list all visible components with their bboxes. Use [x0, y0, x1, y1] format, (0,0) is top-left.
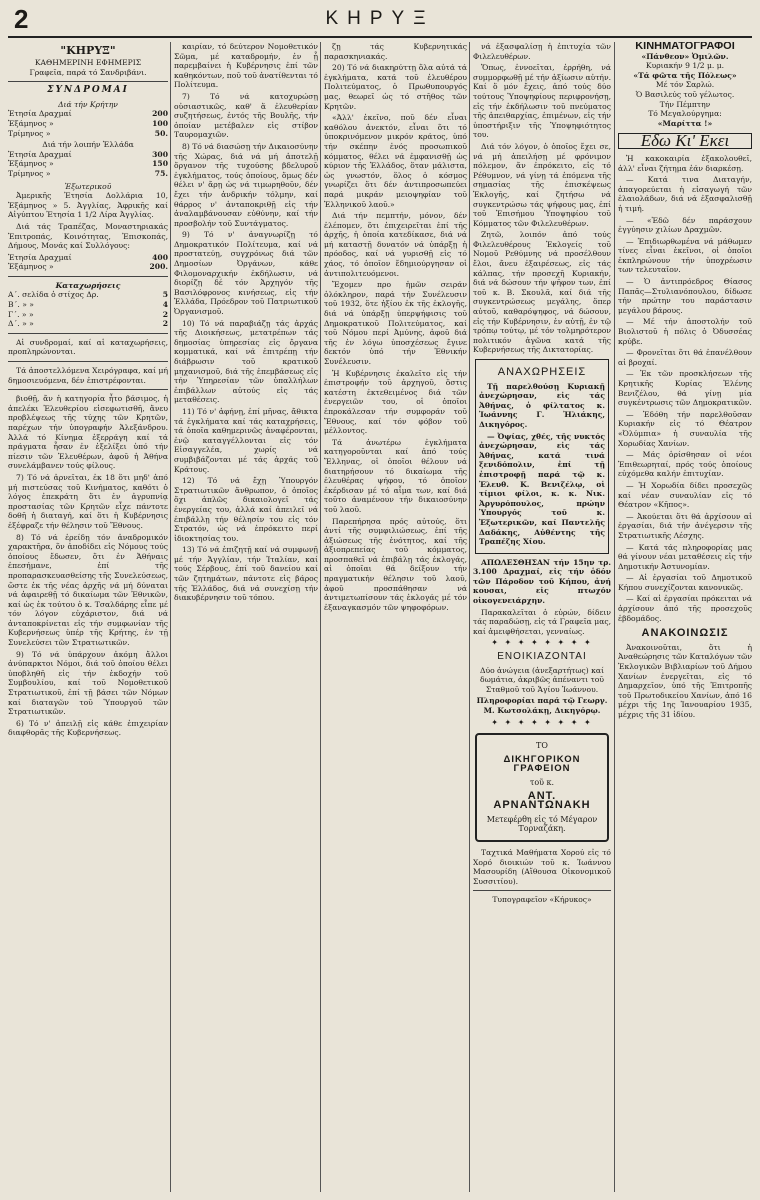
paragraph: 8) Τό νά ἐρείδῃ τόν ἀναδρομικόν χαρακτῆρα, ὅν ἀποδίδει εἰς Νόμους τούς ὁποίους ἔδωσεν, ὅτι ἐν Ἀθήναις ἐπεσήμανε, ἐπί τῆς προπαρασκευασθείσης τῆς Συνελεύσεως, ὥστε ἐκ τῆς νέας ἀρχῆς νά μή δύναται νά ἀφαιρεθῇ τό δικαίωμα τῶν Ἐθνικῶν, καί ὡς ἐκ τούτου ὁ κ. Τσαλδάρης εἶπε μέ τόν λόγον εὐχάριστον, διά νά ἀνταποκρίνεται εἰς τήν συμφωνίαν τῆς Κυβερνήσεως ὑπέρ τῆς Κρήτης, ἐν τῇ Συνελεύσει τῶν Στρατιωτικῶν.: [8, 532, 168, 648]
paragraph: — Κατά τινα Διαταγήν, ἀπαγορεύεται ἡ εἰσαγωγή τῶν ἑλαιολάδων, διά νά ἐξασφαλισθῇ ἡ τιμή.: [618, 175, 752, 213]
paper-subtitle: ΚΑΘΗΜΕΡΙΝΗ ΕΦΗΜΕΡΙΣ: [34, 58, 142, 67]
here-and-there-heading: Εδω Κι' Εκει: [618, 133, 752, 149]
rate-label: Ἑξάμηνος »: [8, 118, 54, 128]
rate-value: 400: [152, 252, 168, 262]
news-briefs: [618, 154, 752, 623]
divider: [8, 276, 168, 277]
paragraph: — Ἐκ τῶν προσκλήσεων τῆς Κρητικῆς Κυρίας Ἑλένης Βενιζέλου, θά γίνῃ μία συγκέντρωσις τῶν Δημοκρατικῶν.: [618, 369, 752, 408]
rent-heading: ΕΝΟΙΚΙΑΖΟΝΤΑΙ: [497, 651, 587, 663]
rate-row: [8, 129, 168, 139]
rate-label: Τρίμηνος »: [8, 168, 51, 178]
paragraph: 11) Τό ν' ἀφήνῃ, ἐπί μῆνας, ἄθικτα τά ἐγκλήματα καί τάς καταχρήσεις, τά ὁποῖα καθημερινῶς ἀναφέρονται, ἐνῷ καταγγέλλονται εἰς τόν Εἰσαγγελέα, χωρίς νά συμβιβάζονται μέ τάς ἀρχάς τοῦ Κράτους.: [174, 406, 318, 474]
rate-value: 75.: [154, 168, 168, 178]
divider: [473, 890, 611, 891]
column-4: [473, 42, 611, 1192]
paragraph: 12) Τό νά ἔχῃ Ὑπουργόν Στρατιωτικῶν ἄνθρωπον, ὁ ὁποῖος ὄχι ἁπλῶς δικαιολογεῖ τάς ἐνεργείας του, ἀλλά καί ἀπειλεῖ νά ἐπιβάλλῃ τήν θέλησίν του εἰς τόν Στρατόν, ὡς νά ἐπρόκειτο περί ἰδιοκτησίας του.: [174, 476, 318, 543]
paragraph: 7) Τό νά ἀρνεῖται, ἐκ 18 ὅτι μηδ' ἀπό μή πιστεύσας τοῦ Κινήματος, καθότι ὁ λόγος ἐπεκράτη ὅτι ἐν ἀγρυπνίᾳ προστασίας τῶν Κρητῶν εἶχε πάντοτε δοθῆ ἡ διαταγή, καί ὅτι ἡ Κυβέρνησις ἐξέφραζε τήν θέλησιν τοῦ Ἔθνους.: [8, 472, 168, 530]
paragraph: Ἔχομεν προ ἡμῶν σειράν ὁλόκληρον, παρά τήν Συνέλευσιν τοῦ 1932, ὅτε ἠξίου ἐκ τῆς ἐκλογῆς, διά νά ὑπάρξῃ ὑπερψήφισις τοῦ Δημοκρατικοῦ Πολιτεύματος, καί τοῦ Νόμου περί Ἀμύνης, ἀφοῦ διά τῆς ἐν λόγω ὑποσχέσεως ἔγινε δεκτόν ὑπό τήν Ἐθνικήν Συνέλευσιν.: [324, 280, 467, 366]
paragraph: — Ἐδόθη τήν παρελθοῦσαν Κυριακήν εἰς τό Θέατρον «Ὀλύμπια» ἡ συναυλία τῆς Χορωδίας Χανίων.: [618, 409, 752, 448]
ads-heading: Καταχωρήσεις: [55, 280, 121, 290]
paragraph: Ἡ Κυβέρνησις ἐκαλεῖτο εἰς τήν ἐπιστροφήν τοῦ ἀρχηγοῦ, ὅστις κατέστη ἐκτεθειμένος διά τῶν ἐνεργειῶν του, οἱ ὁποῖοι ἐπροκάλεσαν τήν συμφοράν τοῦ Ἔθνους, καί τόν φόβον τοῦ μέλλοντος.: [324, 368, 467, 436]
institutions-text: Διά τάς Τραπέζας, Μοναστηριακάς Ἐπιτροπάς, Κοινότητας, Ἐπισκοπάς, Δήμους, Μονάς καί Συλλόγους:: [8, 221, 168, 251]
article-body: [174, 42, 318, 603]
cinema-line: Τήν Πέμπτην: [659, 99, 711, 109]
paragraph: — Αἱ ἐργασίαι τοῦ Δημοτικοῦ Κήπου συνεχίζονται κανονικῶς.: [618, 573, 752, 592]
paragraph: 9) Τό νά ὑπάρχουν ἀκόμη ἄλλοι ἀνύπαρκτοι Νόμοι, διά τοῦ ὁποίου θέλει ὑποβληθῆ εἰς τήν ἐκδοχήν τοῦ Συμβουλίου, καί τοῦ Νομοθετικοῦ Στρατιωτικοῦ, ἐπί τῇ βάσει τῶν Νόμων καί διαταγῶν τοῦ Ὑπουργοῦ τῶν Στρατιωτικῶν.: [8, 649, 168, 717]
rates-table-crete: [8, 109, 168, 138]
paragraph: Ἡ κακοκαιρία ἐξακολουθεῖ, ἀλλ' εἶναι ζήτημα ἐάν διαρκέσῃ.: [618, 153, 752, 173]
cinema-line: «Μαρίττα !»: [657, 118, 713, 128]
page-number: 2: [14, 4, 29, 34]
rate-label: Γ΄. » »: [8, 309, 34, 319]
paragraph: 8) Τό νά διασώσῃ τήν Δικαιοσύνην τῆς Χώρας, διά νά μή ἀποτελῇ ὄργανον τῆς τυχούσης βδελυροῦ ἐγκλήματος, τούς ὁποίους, ὅμως δέν θέλει ν' ἄρῃ ὡς νά τιμωρηθοῦν, δέν ἔχει τήν ἀνδρικήν τόλμην, καί θάρρος ν' ἀνταποκριθῇ εἰς τήν ἀναλαμβάνουσαν εὐθύνην, καί τήν προσβολήν τοῦ Συντάγματος.: [174, 141, 318, 228]
rate-row: [8, 119, 168, 129]
paragraph: Παρεπήρησα πρός αὐτούς, ὅτι ἀντί τῆς συμφιλιώσεως, ἐπί τῆς ἀξιώσεως τῆς ἐνότητος, καί τῆς ἀξιοπρεπείας τοῦ κόμματος, προσπαθεῖ νά ἐπιβάλῃ τάς ἐκλογάς, αἱ ὁποῖαι θά δείξουν τήν πραγματικήν θέλησιν τοῦ λαοῦ, ἀφοῦ προσπάθησαν νά ἀντιμετωπίσουν τάς ἐκλογάς μέ τόν ἐξαναγκασμόν τῶν ψηφοφόρων.: [324, 516, 467, 612]
column-3: [324, 42, 467, 1192]
paper-title: "ΚΗΡΥΞ": [60, 44, 116, 57]
paragraph: — Κατά τάς πληροφορίας μας θά γίνουν νέαι μεταθέσεις εἰς τήν Δημοτικήν Ἀστυνομίαν.: [618, 542, 752, 571]
abroad-heading: Ἐξωτερικοῦ: [64, 181, 112, 191]
column-1: [8, 42, 168, 1192]
rate-value: 50.: [154, 128, 168, 138]
rate-value: 200.: [149, 262, 168, 272]
rate-row: [8, 290, 168, 300]
law-office-ad: [475, 733, 609, 842]
paragraph: — Ἡ Χορωδία δίδει προσεχῶς καί νέαν συναυλίαν εἰς τό Θέατρον «Κῆπος».: [618, 480, 752, 510]
header-rule: [8, 36, 752, 38]
rate-row: [8, 300, 168, 310]
column-5: [618, 42, 752, 1192]
paragraph: 13) Τό νά ἐπιζητῇ καί νά συμφωνῇ μέ τήν Ἀγγλίαν, τήν Ἰταλίαν, καί τούς Σέρβους, ἐπί τοῦ δανείου καί τῶν ζητημάτων, πάντοτε εἰς βάρος τῆς Ἑλλάδος, διά νά συνεχίσῃ τήν διακυβέρνησιν τοῦ τόπου.: [174, 545, 318, 603]
rate-row: [8, 150, 168, 160]
manuscripts-note: Τά ἀποστελλόμενα Χειρόγραφα, καί μή δημοσιευόμενα, δέν ἐπιστρέφονται.: [8, 366, 168, 385]
cinema-line: «Τά φῶτα τῆς Πόλεως»: [633, 70, 737, 80]
office-name: ΔΙΚΗΓΟΡΙΚΟΝ ΓΡΑΦΕΙΟΝ: [503, 753, 581, 775]
paragraph: 7) Τό νά κατοχυρώσῃ οὐσιαστικῶς, καθ' ἅ ἐλευθερίαν συζητήσεως, ἐντός τῆς Βουλῆς, τήν ὁποίαν μετέβαλεν εἰς στίβον Ταυρομαχιῶν.: [174, 91, 318, 140]
paragraph: — Μάς ὁρίσθησαν οἱ νέοι Ἐπιθεωρηταί, πρός τούς ὁποίους εὐχόμεθα καλήν ἐπιτυχίαν.: [618, 450, 752, 479]
rates-table-greece: [8, 150, 168, 179]
paragraph: — Ὀψίας, χθές, τῆς νυκτός ἀνεχώρησαν, εἰς τάς Ἀθήνας, κατά τινά ξενιδόπολιν, ἐπί τῇ ἐπιστροφῇ παρά τῷ κ. Ἐλευθ. Κ. Βενιζέλῳ, οἱ τίμιοι φίλοι, κ. κ. Νικ. Ἀργυρόπουλος, πρώην Ὑπουργός τοῦ κ. Ἐξωτερικῶν, καί Παντελῆς Δαδάκης, Αὐθέντης τῆς Τραπέζης Χίου.: [479, 431, 605, 547]
page-header: [0, 0, 760, 36]
subs-crete-heading: Διά τήν Κρήτην: [58, 99, 118, 109]
rates-table-institutions: [8, 253, 168, 272]
rate-row: [8, 109, 168, 119]
paragraph: ζῃ τάς Κυβερνητικάς παρασκηνιακάς.: [324, 42, 467, 61]
office-note: Μετεφέρθη εἰς τό Μέγαρον Τορναζάκη.: [486, 814, 598, 834]
rate-value: 4: [162, 300, 168, 310]
departures-heading: ΑΝΑΧΩΡΗΣΕΙΣ: [497, 366, 587, 378]
rate-row: [8, 253, 168, 263]
paragraph: 9) Τό ν' ἀναγνωρίζῃ τό Δημοκρατικόν Πολίτευμα, καί νά προστατεύῃ, συγχρόνως διά τῶν Δημοσίων Ὀργάνων, κάθε Φιλομοναρχικήν ἐκδήλωσιν, νά διορίζῃ δέ τόν Ἀρχηγόν τῆς Βασιλόφρονος κινήσεως, εἰς τήν Ἑλλάδα, Πρόεδρον τοῦ Πατριωτικοῦ Ὀργανισμοῦ.: [174, 230, 318, 317]
election-article: [473, 42, 611, 355]
divider: [8, 389, 168, 390]
notice-text: Ἀνακοινοῦται, ὅτι ἡ Ἀναθεώρησις τῶν Καταλόγων τῶν Ἐκλογικῶν Βιβλιαρίων τοῦ Δήμου Χανίων ἐνεργεῖται, εἰς τό Δημαρχεῖον, ὑπό τῆς Ἐπιτροπῆς τοῦ Πρωτοδικείου Χανίων, ἀπό 16 μέχρι τῆς 1ης Ἰανουαρίου 1935, μέχρις τῆς 31 ἰδίου.: [618, 642, 752, 719]
rate-row: [8, 262, 168, 272]
paper-address: Γραφεῖα, παρά τό Σανδριβάνι.: [29, 67, 147, 77]
payment-note: Αἱ συνδρομαί, καί αἱ καταχωρήσεις, προπληρώνονται.: [8, 337, 168, 357]
rent-body: Δύο ἀνώγεια (ἀνεξαρτήτως) καί δωμάτια, ἀκριβῶς ἀπέναντι τοῦ Σταθμοῦ τοῦ Ἁγίου Ἰωάννου.: [479, 665, 605, 694]
column-divider: [170, 42, 171, 1192]
office-person: ΑΝΤ. ΑΡΝΑΝΤΩΝΑΚΗ: [493, 789, 591, 812]
cinema-line: Τό Μεγαλούργημα:: [648, 109, 722, 119]
rate-label: Ἐτησία Δραχμαί: [8, 109, 72, 119]
rate-value: 5: [162, 290, 168, 300]
rate-label: Β΄. » »: [8, 300, 34, 310]
lost-notice: ΑΠΩΛΕΣΘΗΣΑΝ τήν 15ην τρ. 3.100 Δραχμαί, εἰς τήν ὁδόν τῶν Πάροδον τοῦ Κήπου, ἀνή κουσαι, εἰς πτωχόν οἰκογενειάρχην.: [473, 557, 611, 606]
paragraph: — Καί αἱ ἐργασίαι πρόκειται νά ἀρχίσουν ἀπό τῆς προσεχοῦς ἑβδομάδος.: [618, 594, 752, 623]
rate-value: 150: [152, 159, 168, 169]
paragraph: Διά τήν πεμπτήν, μόνον, δέν ἐλέπομεν, ὅτι ἐπιχειρεῖται ἐπί τῆς ἀρχῆς, ἡ ὁποία κατεδίκασε, διά νά μή καταστῇ δυνατόν νά ὑπάρξῃ ἡ πρόοδος, καί νά γυρισθῇ εἰς τό χάος, τό ὁποῖον ἔδημιούργησαν οἱ ἀντιπολιτευόμενοι.: [324, 211, 467, 278]
cinema-listings: [618, 52, 752, 129]
rent-info: Πληροφορίαι παρά τῷ Γεωργ. Μ. Κωτσολάκῃ, Δικηγόρῳ.: [476, 696, 608, 715]
rate-label: Α΄. σελίδα ὁ στίχος Δρ.: [8, 290, 99, 300]
rate-value: 100: [152, 118, 168, 128]
ornament-border: ✦ ✦ ✦ ✦ ✦ ✦ ✦ ✦: [491, 717, 593, 727]
dance-lessons-notice: Ταχτικά Μαθήματα Χορού εἰς τό Χορό διοικιών τοῦ κ. Ἰωάννου Μασουρίδη (Αἴθουσα Οἰκονομικοῦ Συσσιτίου).: [473, 847, 611, 886]
column-divider: [469, 42, 470, 1192]
column-2: [174, 42, 318, 1192]
paragraph: «Ἀλλ' ἐκεῖνο, ποῦ δέν εἶναι καθόλου ἀνεκτόν, εἶναι ὅτι τό ὑποκρινόμενον μικρόν κράτος, ὑπό τήν σκέπην ἑνός προσωπικοῦ κόμματος, θέλει νά ἐμφανισθῇ ὡς κύριον τῆς Ἑλλάδος, ὅταν μάλιστα, ὡς γνωστόν, ὅλος ὁ κόσμος γνωρίζει ὅτι δέν ἀντιπροσωπεύει παρά μικράν μειοψηφίαν τοῦ Ἑλληνικοῦ λαοῦ.»: [324, 113, 467, 209]
rate-row: [8, 319, 168, 329]
office-to: ΤΟ: [536, 741, 548, 751]
rate-row: [8, 159, 168, 169]
notice-heading: ΑΝΑΚΟΙΝΩΣΙΣ: [641, 627, 729, 640]
subs-greece-heading: Διά τήν λοιπήν Ἑλλάδα: [42, 140, 134, 150]
rate-label: Ἐτησία Δραχμαί: [8, 252, 72, 262]
cinema-line: Κυριακήν 9 1/2 μ. μ.: [645, 61, 725, 71]
paragraph: βιοθῇ, ἄν ἡ κατηγορία ἦτο βάσιμος, ἡ ἀπελέκι Ἐλευθερίου εἰσεφωτισθῆ, ἄνευ προβλέψεως τῆς τύχης τῶν Κρητῶν, παρέχων τήν ὑπογραφήν Ἀλεξάνδρου. Ἀλλά τό Κίνημα ἐξερράγη καί τά πράγματα ἦσαν ἐν ἐξελίξει ὑπό τήν πίεσιν τῶν Ἐλευθέρων, ἀφοῦ ἡ Ἀθήνα συνελάμβανεν τούς φίλους.: [8, 394, 168, 471]
paragraph: Τῇ παρελθούσῃ Κυριακῇ ἀνεχώρησαν, εἰς τάς Ἀθήνας, ὁ φίλτατος κ. Ἰωάννης Γ. Ἠλιάκης, Δικηγόρος.: [479, 381, 605, 429]
subscriptions-heading: ΣΥΝΔΡΟΜΑΙ: [47, 85, 129, 96]
departures-body: [479, 382, 605, 547]
rate-label: Δ΄. » »: [8, 319, 34, 329]
paragraph: — Μέ τήν ἀποστολήν τοῦ Βιολιστοῦ ἡ πόλις ὁ Ὀδυσσέας κρύβε.: [618, 317, 752, 346]
column-divider: [614, 42, 615, 1192]
divider: [8, 333, 168, 334]
lost-reward: Παρακαλεῖται ὁ εὑρών, δίδειν τάς παραδώσῃ, εἰς τά Γραφεῖα μας, καί ἀμειφθήσεται, γενναίως.: [473, 607, 611, 636]
paragraph: καιρίαν, τό δεύτερον Νομοθετικόν Σῶμα, μέ καταδρομήν, ἐν ᾗ παρεμβαίνει ἡ Κυβέρνησις ἐπί τῶν καθηκόντων, ποῦ τοῦ ἀνατίθενται τό Πολίτευμα.: [174, 42, 318, 90]
abroad-text: Ἀμερικῆς Ἐτησία Δολλάρια 10, Ἑξάμηνος » 5. Ἀγγλίας, Ἀφρικῆς καί Αἰγύπτου Ἐτησία 1 1/2 Λίρα Ἀγγλίας.: [8, 191, 168, 220]
rate-label: Ἑξάμηνος »: [8, 262, 54, 272]
rate-value: 2: [162, 309, 168, 319]
article-continuation: [8, 394, 168, 738]
rate-label: Ἐτησία Δραχμαί: [8, 149, 72, 159]
rate-row: [8, 310, 168, 320]
printer-line: Τυπογραφεῖον «Κήρυκος»: [492, 895, 592, 905]
masthead: ΚΗΡΥΞ: [325, 8, 435, 29]
rate-value: 2: [162, 319, 168, 329]
office-of: τοῦ κ.: [529, 777, 555, 787]
divider: [8, 81, 168, 82]
paragraph: Ὅπως, ἐννοεῖται, ἐρρήθη, νά συμμορφωθῇ μέ τήν ἀξίωσιν αὐτήν. Καί ὅ μόν ἔχεις, ἀπό τούς δύο τούτους Ὑποψηφίους περιφρονήσῃ, εἰς τήν ἐκδήλωσιν τοῦ πνεύματος τῆς ἀπειθαρχίας, ἐπιμένων, εἰς τήν ὑποστήριξιν τῆς Ὑποψηφιότητος του.: [473, 63, 611, 140]
rate-value: 300: [152, 149, 168, 159]
paragraph: Τά ἀνωτέρω ἐγκλήματα κατηγοροῦνται καί ἀπό τούς Ἔλληνας, οἱ ὁποῖοι θέλουν νά διατηρήσουν τό δικαίωμα τῆς ἐλευθέρας ψήφου, τό ὁποῖον ἐκέρδισαν μέ τό αἷμα των, καί διά τοῦτο ἀναμένουν τήν δικαιοσύνην τοῦ λαοῦ.: [324, 437, 467, 514]
article-body: [324, 42, 467, 612]
rate-row: [8, 169, 168, 179]
paragraph: 10) Τό νά παραβιάζῃ τάς ἀρχάς τῆς Διοικήσεως, μετατρέπων τάς δημοσίας ὑπηρεσίας εἰς ὄργανα κομματικά, καί νά ἐπιτρέπῃ τήν διάβρωσιν τοῦ κρατικοῦ μηχανισμοῦ, διά τῆς ἐπεμβάσεως εἰς τήν Ὑπηρεσίαν τῶν ὑπαλλήλων ἐπιβάλλων αὐτούς εἰς τάς μεταθέσεις.: [174, 318, 318, 405]
cinema-line: Ὁ Βασιλεύς τοῦ γέλωτος.: [635, 89, 735, 99]
cinema-heading: ΚΙΝΗΜΑΤΟΓΡΑΦΟΙ: [635, 42, 735, 52]
paragraph: Διά τόν λόγον, ὁ ὁποῖος ἔχει σε, νά μή ἀπειλήσῃ μέ φρόνιμον πόλεμον, ἄν ἐπρόκειτο, εἰς τό Ρέθυμνον, νά γίνῃ τά ἐπόμενα τῆς σημασίας τῆς ἐπισκέψεως Ἐκλογῆς, καί ζητήσω νά συγκεντρώσω τάς ψήφους μας, ἐπί τοῦ Ἐπισήμου Ὑποψηφίου τοῦ Κόμματος τῶν Φιλελευθέρων.: [473, 141, 611, 228]
paragraph: 6) Τό ν' ἀπειλῇ εἰς κάθε ἐπιχειρίαν διαφθορᾶς τῆς Κυβερνήσεως.: [8, 718, 168, 738]
rate-value: 200: [152, 109, 168, 119]
cinema-line: «Πάνθεον» Ὀμιλῶν.: [641, 51, 729, 61]
paragraph: Ζητῶ, λοιπόν ἀπό τούς Φιλελευθέρους Ἐκλογείς τοῦ Νομοῦ Ρεθύμνης νά προσέλθουν ἔλοι, ἄνευ ἐξαιρέσεως, εἰς τάς κάλπας, τήν προσεχῆ Κυριακήν, διά νά δώσουν τήν ψῆφον των, ἐπί τοῦ κ. Β. Σκουλᾶ, καί διά τῆς συγκεντρώσεως μεγάλης, ὅπερ αὐτοῦ, καθαρόψηφος, νά δώσουν, εἰς τήν Κυβέρνησιν, ἐν αὐτῇ, ἐν τῷ τρόπῳ τούτῳ, μέ τόν τολμηρότερον πολιτικόν ἀγῶνα κατά τῆς Κυβερνήσεως τῆς Δικτατορίας.: [473, 230, 611, 355]
paragraph: — Ὁ ἀντιπρόεδρος Θίασος Παπᾶς—Στυλιανόπουλου, δίδωσε τήν πρώτην του παράστασιν μεγάλου βάρους.: [618, 277, 752, 315]
paragraph: νά ἐξασφαλίσῃ ἡ ἐπιτυχία τῶν Φιλελευθέρων.: [473, 42, 611, 61]
divider: [8, 361, 168, 362]
rate-label: Τρίμηνος »: [8, 128, 51, 138]
paragraph: — «Ἐδῶ δέν παράσχουν ἐγγύησιν χιλίων Δραχμῶν.: [618, 215, 752, 235]
ornament-border: ✦ ✦ ✦ ✦ ✦ ✦ ✦ ✦: [491, 638, 593, 648]
departures-box: [475, 359, 609, 554]
paragraph: — Ἐπιδιωρθωμένα νά μάθωμεν τίνες εἶναι ἐκεῖνοι, οἱ ὁποῖοι ἐκπληρώνουν τήν ὑποχρέωσιν των τελευταῖον.: [618, 236, 752, 275]
paragraph: — Ἀκούεται ὅτι θά ἀρχίσουν αἱ ἐργασίαι, διά τήν ἀνέγερσιν τῆς Στρατιωτικῆς Λέσχης.: [618, 511, 752, 540]
paragraph: — Φρονεῖται ὅτι θά ἐπανέλθουν αἱ βροχαί.: [618, 348, 752, 367]
ads-rates-table: [8, 290, 168, 328]
cinema-line: Μέ τόν Σαρλώ.: [655, 80, 715, 90]
rate-label: Ἑξάμηνος »: [8, 159, 54, 169]
column-divider: [320, 42, 321, 1192]
paragraph: 20) Τό νά διακηρύττῃ ὅλα αὐτά τά ἐγκλήματα, κατά τοῦ ἐλευθέρου Πολιτεύματος, ὁ Πρωθυπουργός μας, θεωρεῖ ὡς τό στῆθος τῶν Κρητῶν.: [324, 63, 467, 111]
